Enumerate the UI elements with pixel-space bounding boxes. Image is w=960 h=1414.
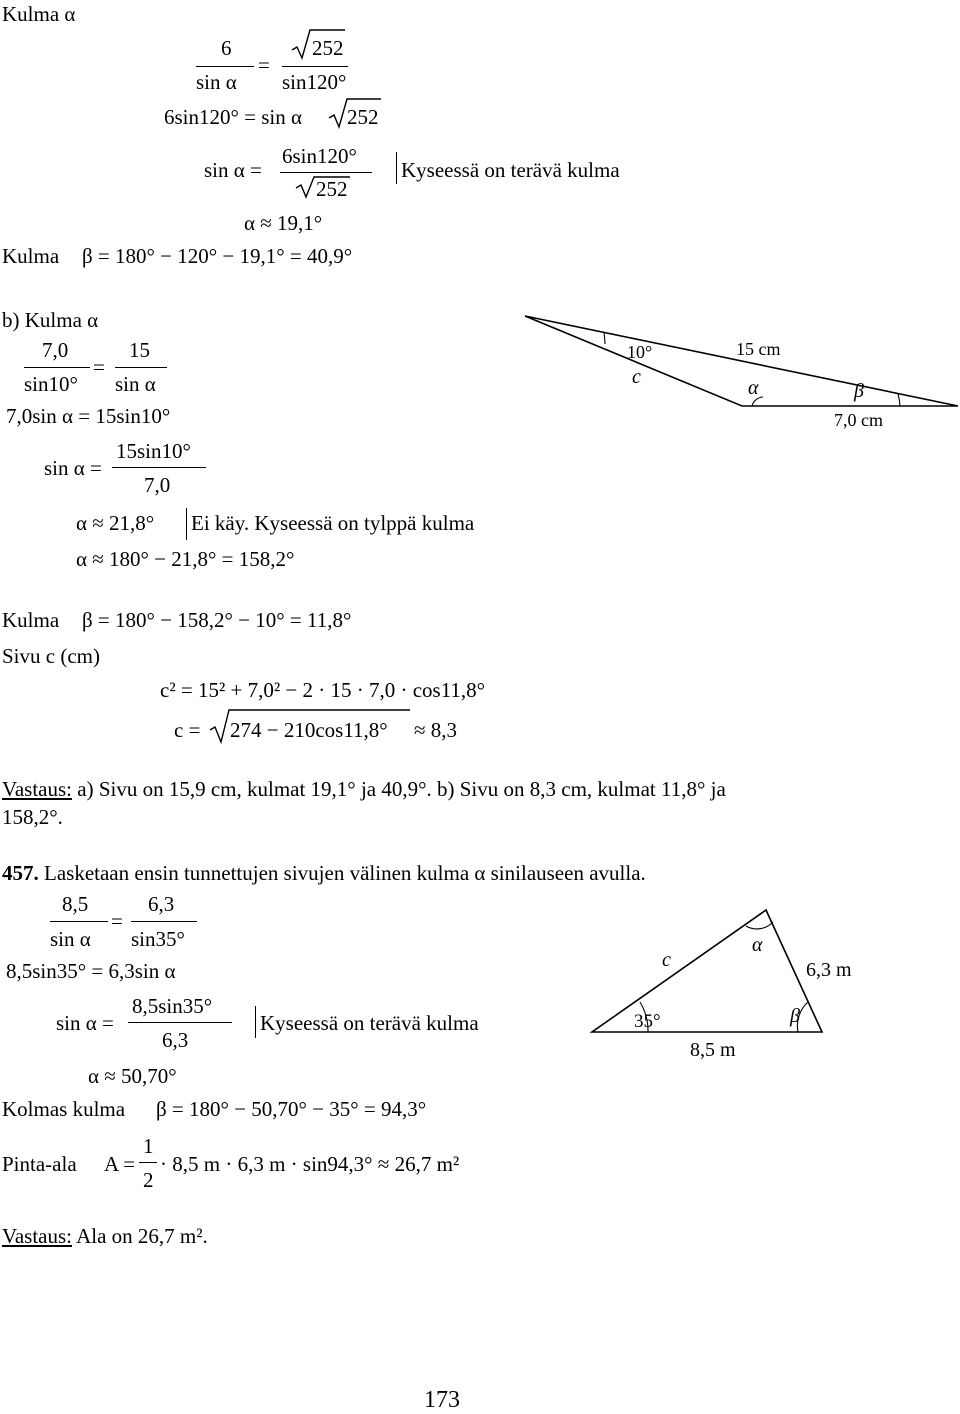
label: Kolmas kulma	[2, 1097, 126, 1121]
equation-line: β = 180° − 158,2° − 10° = 11,8°	[82, 608, 352, 632]
label: Kulma	[2, 608, 60, 632]
equation-line: c² = 15² + 7,0² − 2 · 15 · 7,0 · cos11,8°	[160, 678, 486, 702]
equals-sign: =	[111, 909, 123, 933]
angle-label: α	[748, 377, 759, 399]
frac-den: sin35°	[131, 927, 185, 951]
answer-text	[2, 1226, 208, 1247]
frac-num: 15	[129, 338, 150, 362]
frac-num: 252	[312, 36, 344, 60]
equation-line: α ≈ 180° − 21,8° = 158,2°	[76, 547, 295, 571]
label: Kulma	[2, 244, 60, 268]
part-a-heading: Kulma α	[2, 2, 76, 26]
equation-line: β = 180° − 120° − 19,1° = 40,9°	[82, 244, 353, 268]
equation-line: α ≈ 50,70°	[88, 1064, 177, 1088]
frac-den: sin α	[50, 927, 91, 951]
frac-num: 6,3	[148, 892, 175, 916]
equation-lhs: sin α =	[56, 1011, 114, 1035]
equation-lhs: sin α =	[44, 456, 102, 480]
frac-num: 7,0	[42, 338, 69, 362]
equation-line: 6sin120° = sin α	[164, 105, 303, 129]
answer-body: a) Sivu on 15,9 cm, kulmat 19,1° ja 40,9°. b) Sivu on 8,3 cm, kulmat 11,8° ja	[72, 777, 726, 801]
angle-label: β	[854, 380, 864, 402]
angle-label: α	[752, 934, 763, 956]
frac-num: 6sin120°	[282, 144, 357, 168]
side-label: c	[662, 949, 671, 971]
frac-den: sin10°	[24, 372, 78, 396]
equals-sign: =	[93, 355, 105, 379]
frac-den: sin α	[115, 372, 156, 396]
frac-den: sin α	[196, 70, 237, 94]
frac-num: 8,5	[62, 892, 89, 916]
answer-label: Vastaus:	[2, 777, 72, 801]
equation-lhs: sin α =	[204, 158, 262, 182]
side-label: 7,0 cm	[834, 410, 883, 430]
side-label: 15 cm	[736, 339, 781, 359]
equation-lhs: c =	[174, 718, 201, 742]
problem-number: 457.	[2, 861, 39, 885]
frac-num: 8,5sin35°	[132, 994, 213, 1018]
answer-label: Vastaus:	[2, 1224, 72, 1248]
equals-sign: =	[258, 53, 270, 77]
part-b-heading: b) Kulma α	[2, 308, 99, 332]
frac-den: 7,0	[144, 473, 171, 497]
equation-lhs: A =	[104, 1152, 136, 1176]
note-text: Kyseessä on terävä kulma	[401, 158, 620, 182]
angle-label: 10°	[627, 342, 653, 362]
page-number: 173	[424, 1387, 460, 1413]
side-label: 6,3 m	[806, 959, 852, 981]
answer-text-cont: 158,2°.	[2, 805, 63, 829]
equation-rhs: · 8,5 m · 6,3 m · sin94,3° ≈ 26,7 m²	[160, 1152, 460, 1176]
equation-line: α ≈ 19,1°	[244, 211, 323, 235]
equation-line: β = 180° − 50,70° − 35° = 94,3°	[156, 1097, 427, 1121]
root-content: 274 − 210cos11,8°	[230, 718, 388, 742]
label: Sivu c (cm)	[2, 644, 100, 668]
equation-line: α ≈ 21,8°	[76, 511, 155, 535]
note-text: Kyseessä on terävä kulma	[260, 1011, 479, 1035]
angle-label: β	[790, 1005, 800, 1027]
equation-line: 8,5sin35° = 6,3sin α	[6, 959, 176, 983]
equation-line: 7,0sin α = 15sin10°	[6, 404, 171, 428]
frac-num: 1	[143, 1134, 154, 1158]
side-label: 8,5 m	[690, 1039, 736, 1061]
frac-den: 2	[143, 1168, 154, 1192]
note-text: Ei käy. Kyseessä on tylppä kulma	[191, 511, 475, 535]
answer-body: Ala on 26,7 m².	[72, 1224, 208, 1248]
frac-den: 6,3	[162, 1028, 189, 1052]
frac-den: 252	[316, 177, 348, 201]
frac-num: 6	[221, 36, 232, 60]
side-label: c	[632, 366, 641, 388]
angle-label: 35°	[634, 1011, 661, 1032]
root-content: 252	[347, 105, 379, 129]
label: Pinta-ala	[2, 1152, 77, 1176]
problem-text: Lasketaan ensin tunnettujen sivujen välinen kulma α sinilauseen avulla.	[38, 861, 646, 885]
frac-den: sin120°	[282, 70, 347, 94]
frac-num: 15sin10°	[116, 439, 191, 463]
equation-rhs: ≈ 8,3	[414, 718, 458, 742]
